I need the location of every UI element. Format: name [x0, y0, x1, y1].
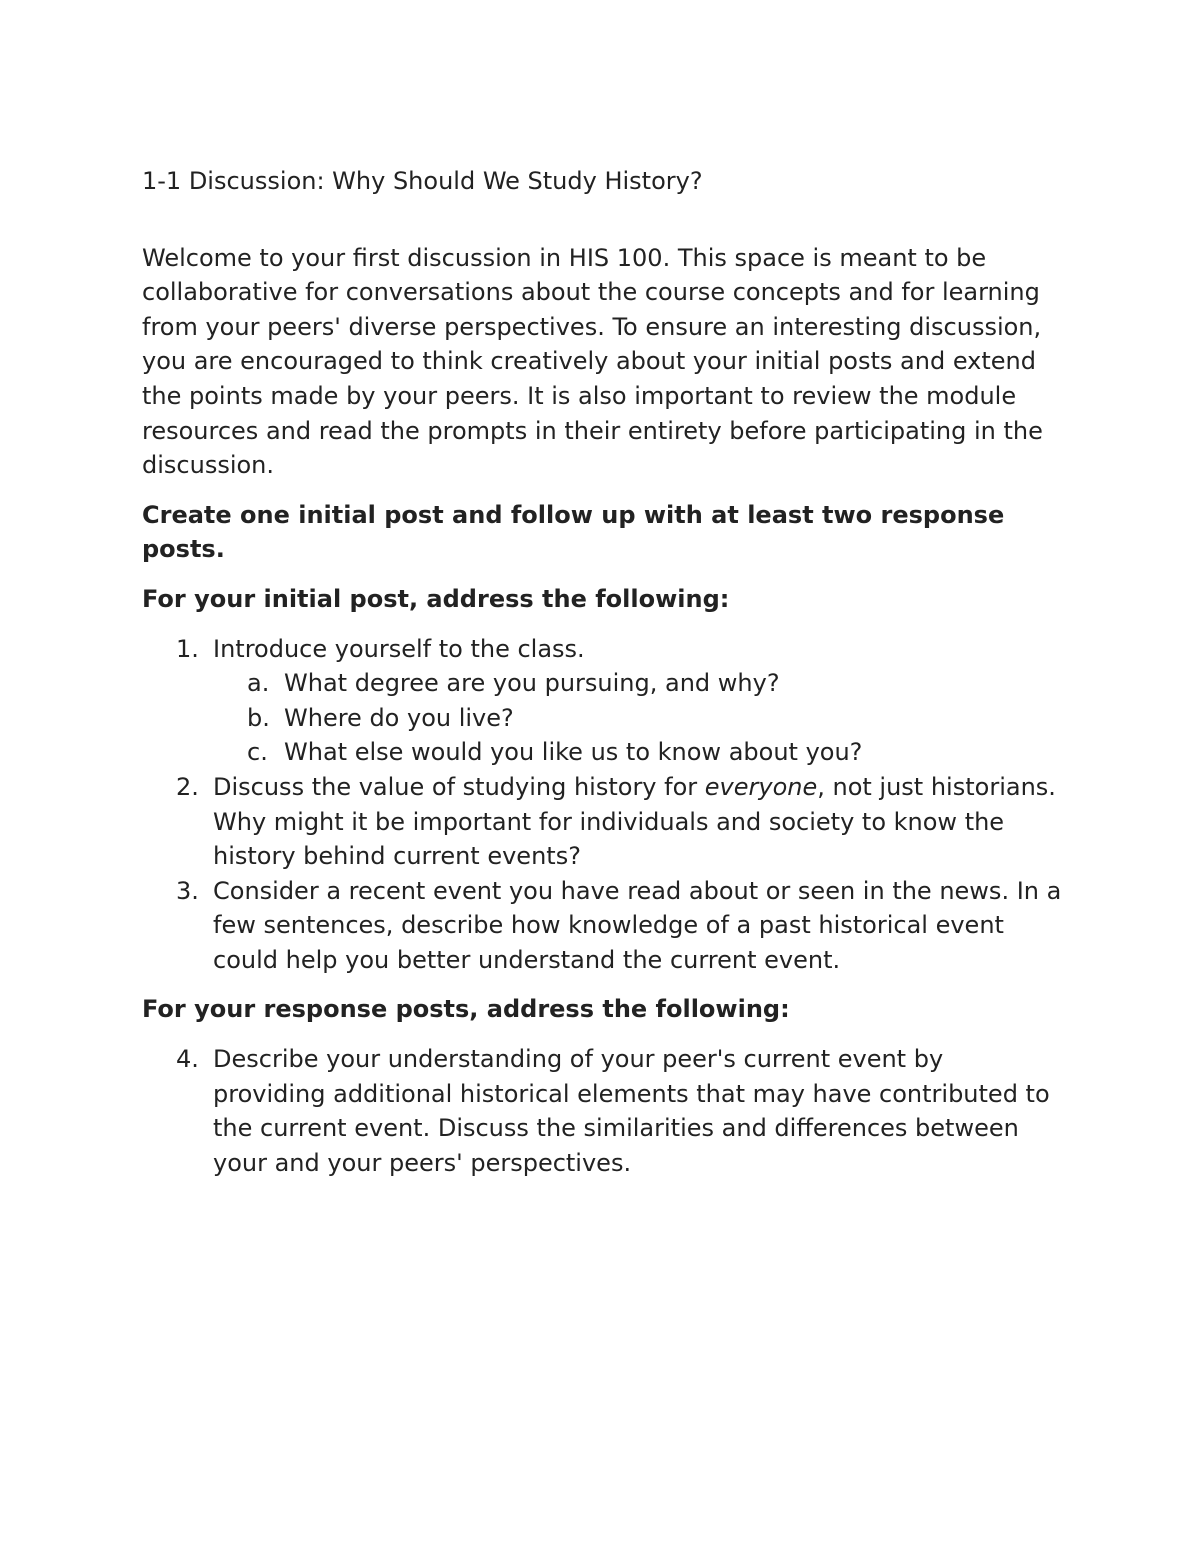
sub-list-item — [213, 735, 1062, 770]
document-title: 1-1 Discussion: Why Should We Study History? — [142, 167, 703, 195]
list-item-text: Consider a recent event you have read about or seen in the news. In a few sentences, describe how knowledge of a past historical event could help you better understand the current event. — [213, 876, 1062, 974]
sub-list-item-text: Where do you live? — [284, 703, 514, 732]
list-number: 1. — [176, 634, 199, 663]
list-item-text-start: Discuss the value of studying history for — [213, 772, 705, 801]
sub-list-letter: a. — [247, 669, 270, 698]
list-number: 4. — [176, 1045, 199, 1074]
sub-list — [213, 666, 1062, 770]
list-item — [142, 770, 1062, 874]
list-number: 3. — [176, 876, 199, 905]
list-number: 2. — [176, 772, 199, 801]
response-post-list — [142, 1042, 1062, 1180]
list-item — [142, 1042, 1062, 1180]
initial-post-heading: For your initial post, address the following: — [142, 584, 730, 613]
sub-list-item — [213, 666, 1062, 701]
document-page — [142, 164, 1062, 1180]
initial-post-list — [142, 632, 1062, 978]
sub-list-letter: c. — [247, 738, 268, 767]
sub-list-letter: b. — [247, 703, 270, 732]
create-instruction: Create one initial post and follow up with at least two response posts. — [142, 500, 1005, 564]
list-item-text-end: , not just historians. Why might it be important for individuals and society to know the history behind current events? — [213, 772, 1056, 871]
list-item-text: Describe your understanding of your peer's current event by providing additional historical elements that may have contributed to the current event. Discuss the similarities and differences between your and your peers' perspectives. — [213, 1045, 1050, 1177]
list-item — [142, 632, 1062, 770]
response-posts-heading: For your response posts, address the following: — [142, 995, 790, 1024]
intro-paragraph: Welcome to your first discussion in HIS 100. This space is meant to be collaborative for conversations about the course concepts and for learning from your peers' diverse perspectives. To ensure an interesting discussion, you are encouraged to think creatively about your initial posts and extend the points made by your peers. It is also important to review the module resources and read the prompts in their entirety before participating in the discussion. — [142, 243, 1043, 480]
sub-list-item-text: What degree are you pursuing, and why? — [284, 669, 780, 698]
sub-list-item-text: What else would you like us to know about you? — [284, 738, 863, 767]
emphasis-text: everyone — [704, 772, 818, 801]
sub-list-item — [213, 701, 1062, 736]
list-item-text: Introduce yourself to the class. — [213, 634, 585, 663]
list-item — [142, 874, 1062, 978]
list-item-text — [213, 773, 1056, 870]
